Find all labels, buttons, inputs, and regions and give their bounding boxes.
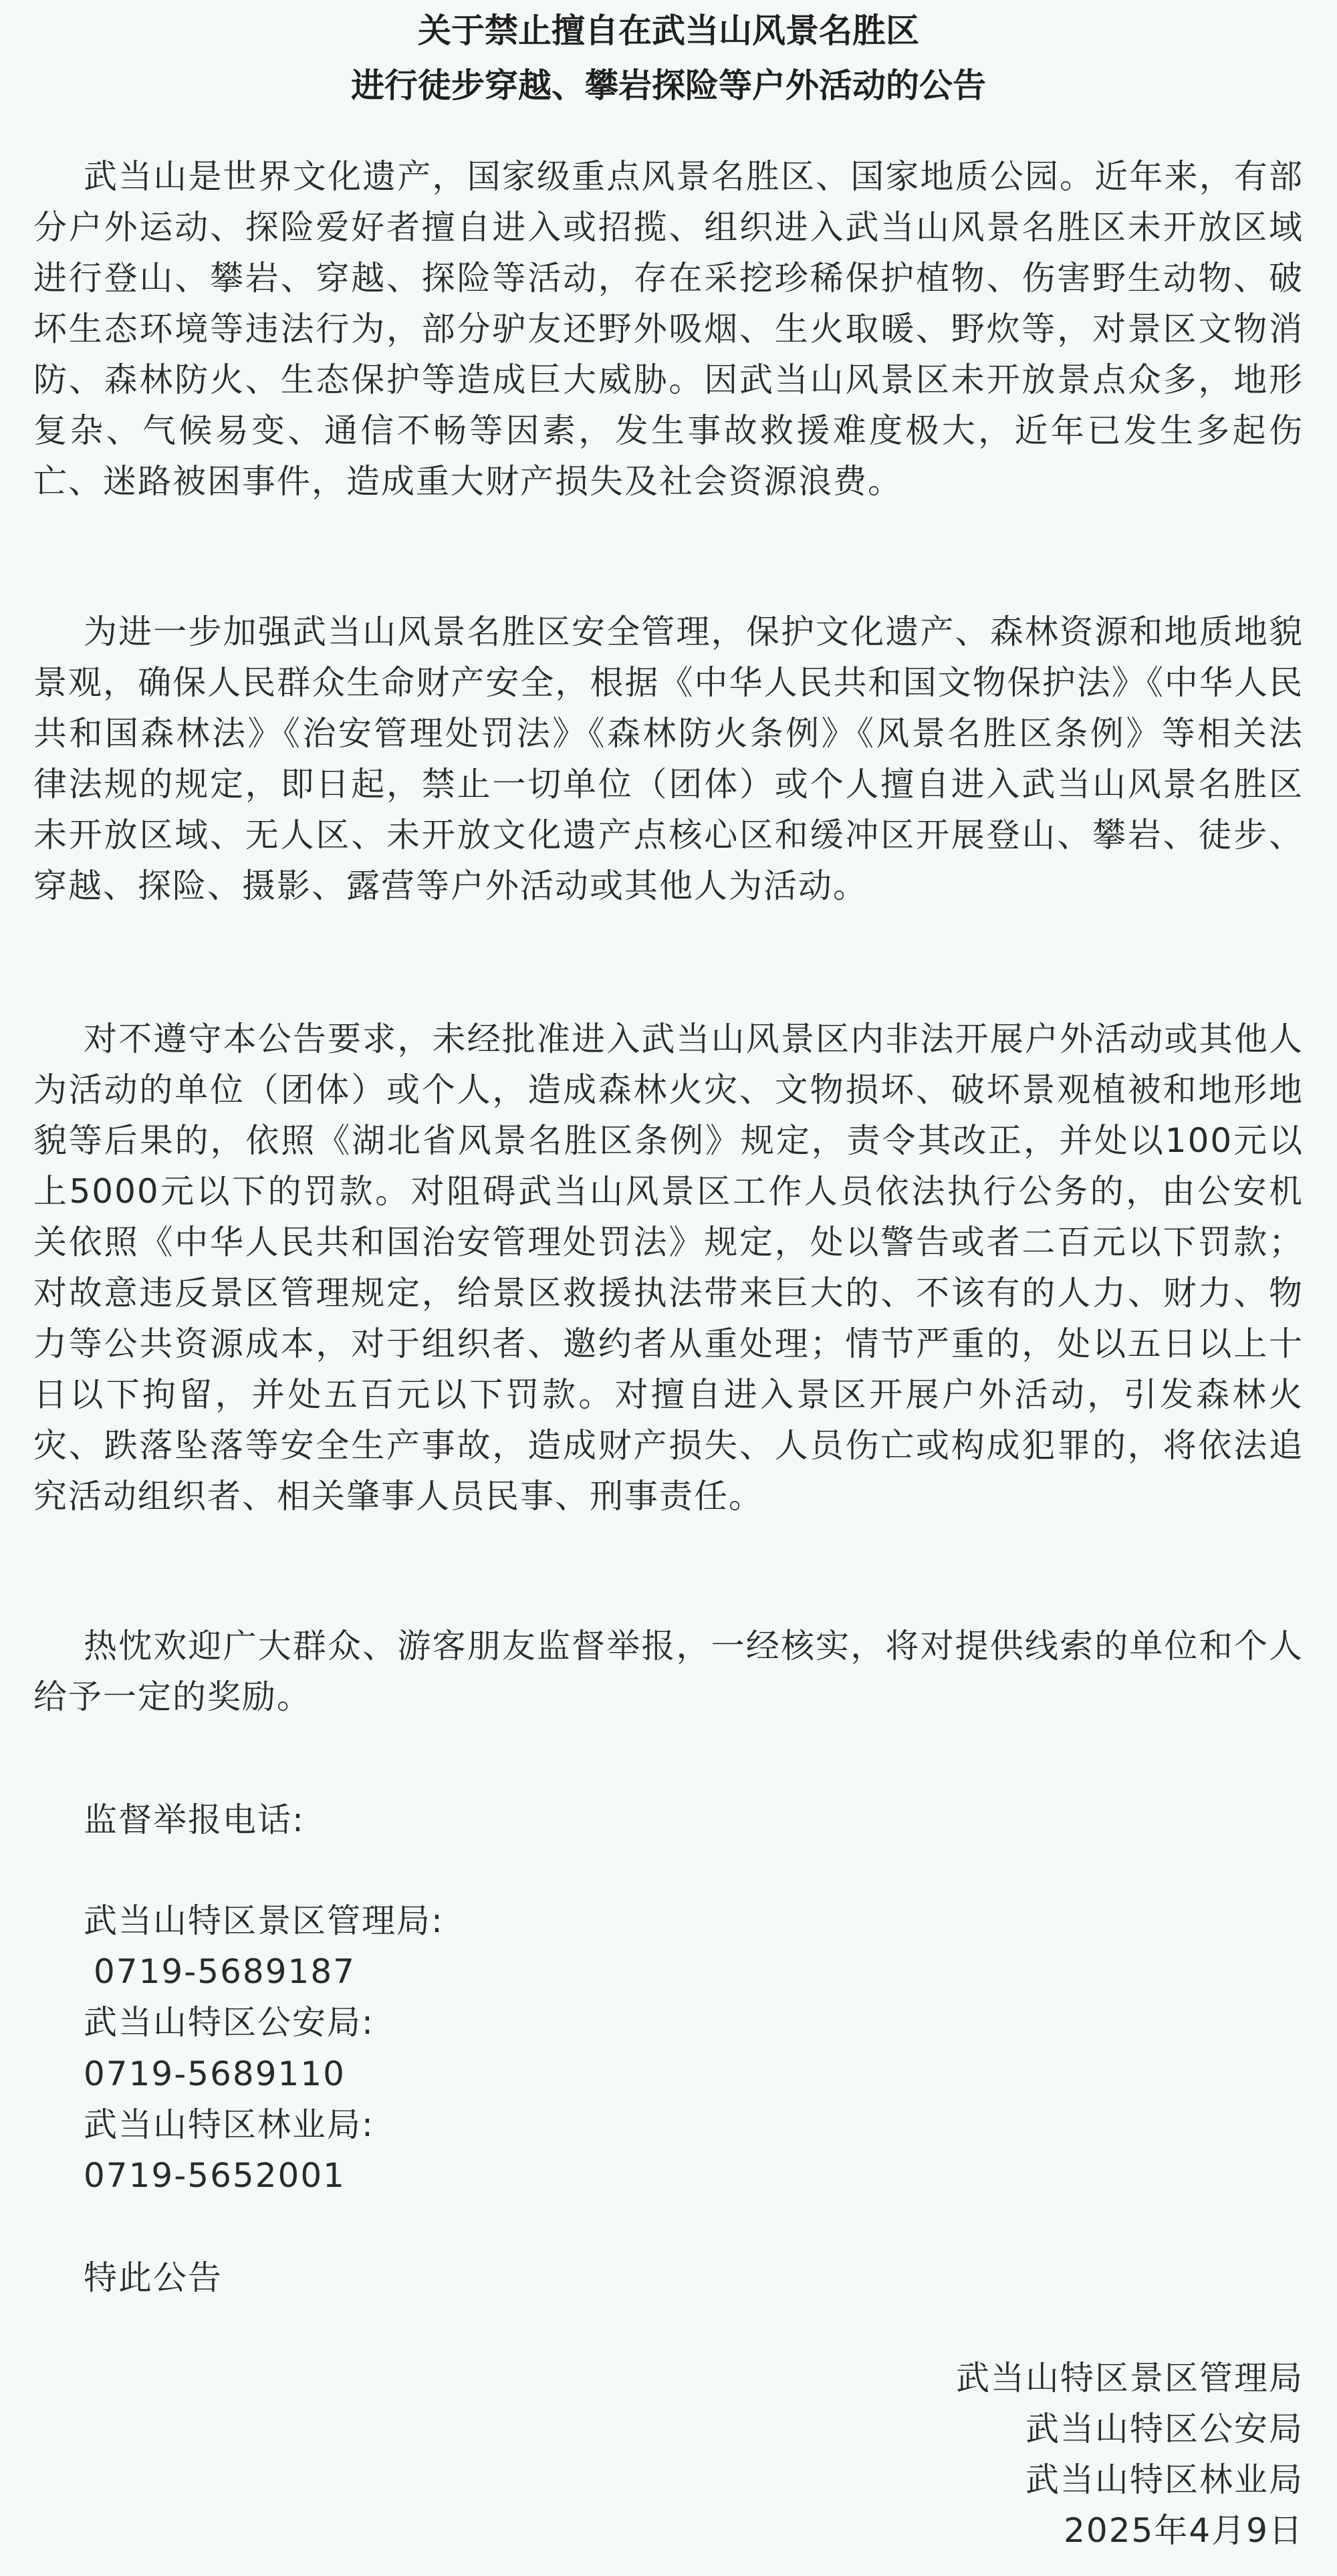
contact-name: 武当山特区公安局: [84, 2003, 374, 2042]
contact-phone: 0719-5689110 [84, 2055, 346, 2093]
signature-issuer: 武当山特区景区管理局 [956, 2359, 1304, 2397]
signature-issuer: 武当山特区公安局 [1025, 2410, 1304, 2448]
closing-text: 特此公告 [84, 2258, 223, 2297]
paragraph-reporting: 热忱欢迎广大群众、游客朋友监督举报，一经核实，将对提供线索的单位和个人给予一定的奖励。 [33, 1627, 1304, 1716]
notice-title-line2: 进行徒步穿越、攀岩探险等户外活动的公告 [351, 66, 986, 105]
contact-name: 武当山特区景区管理局: [84, 1901, 444, 1940]
paragraph-prohibition: 为进一步加强武当山风景名胜区安全管理，保护文化遗产、森林资源和地质地貌景观，确保人民群众生命财产安全，根据《中华人民共和国文物保护法》《中华人民共和国森林法》《治安管理处罚法》《森林防火条例》《风景名胜区条例》等相关法律法规的规定，即日起，禁止一切单位（团体）或个人擅自进入武当山风景名胜区未开放区域、无人区、未开放文化遗产点核心区和缓冲区开展登山、攀岩、徒步、穿越、探险、摄影、露营等户外活动或其他人为活动。 [33, 612, 1304, 905]
notice-title-line1: 关于禁止擅自在武当山风景名胜区 [418, 11, 919, 50]
paragraph-background: 武当山是世界文化遗产，国家级重点风景名胜区、国家地质公园。近年来，有部分户外运动、探险爱好者擅自进入或招揽、组织进入武当山风景名胜区未开放区域进行登山、攀岩、穿越、探险等活动，存在采挖珍稀保护植物、伤害野生动物、破坏生态环境等违法行为，部分驴友还野外吸烟、生火取暖、野炊等，对景区文物消防、森林防火、生态保护等造成巨大威胁。因武当山风景区未开放景点众多，地形复杂、气候易变、通信不畅等因素，发生事故救援难度极大，近年已发生多起伤亡、迷路被困事件，造成重大财产损失及社会资源浪费。 [33, 157, 1304, 501]
contact-phone: 0719-5689187 [94, 1952, 356, 1991]
phone-label: 监督举报电话: [84, 1800, 305, 1839]
paragraph-penalties: 对不遵守本公告要求，未经批准进入武当山风景区内非法开展户外活动或其他人为活动的单位（团体）或个人，造成森林火灾、文物损坏、破坏景观植被和地形地貌等后果的，依照《湖北省风景名胜区条例》规定，责令其改正，并处以100元以上5000元以下的罚款。对阻碍武当山风景区工作人员依法执行公务的，由公安机关依照《中华人民共和国治安管理处罚法》规定，处以警告或者二百元以下罚款；对故意违反景区管理规定，给景区救援执法带来巨大的、不该有的人力、财力、物力等公共资源成本，对于组织者、邀约者从重处理；情节严重的，处以五日以上十日以下拘留，并处五百元以下罚款。对擅自进入景区开展户外活动，引发森林火灾、跌落坠落等安全生产事故，造成财产损失、人员伤亡或构成犯罪的，将依法追究活动组织者、相关肇事人员民事、刑事责任。 [33, 1020, 1304, 1516]
contact-phone: 0719-5652001 [84, 2156, 346, 2195]
signature-date: 2025年4月9日 [1064, 2511, 1304, 2550]
signature-issuer: 武当山特区林业局 [1025, 2460, 1304, 2499]
contact-name: 武当山特区林业局: [84, 2105, 374, 2144]
